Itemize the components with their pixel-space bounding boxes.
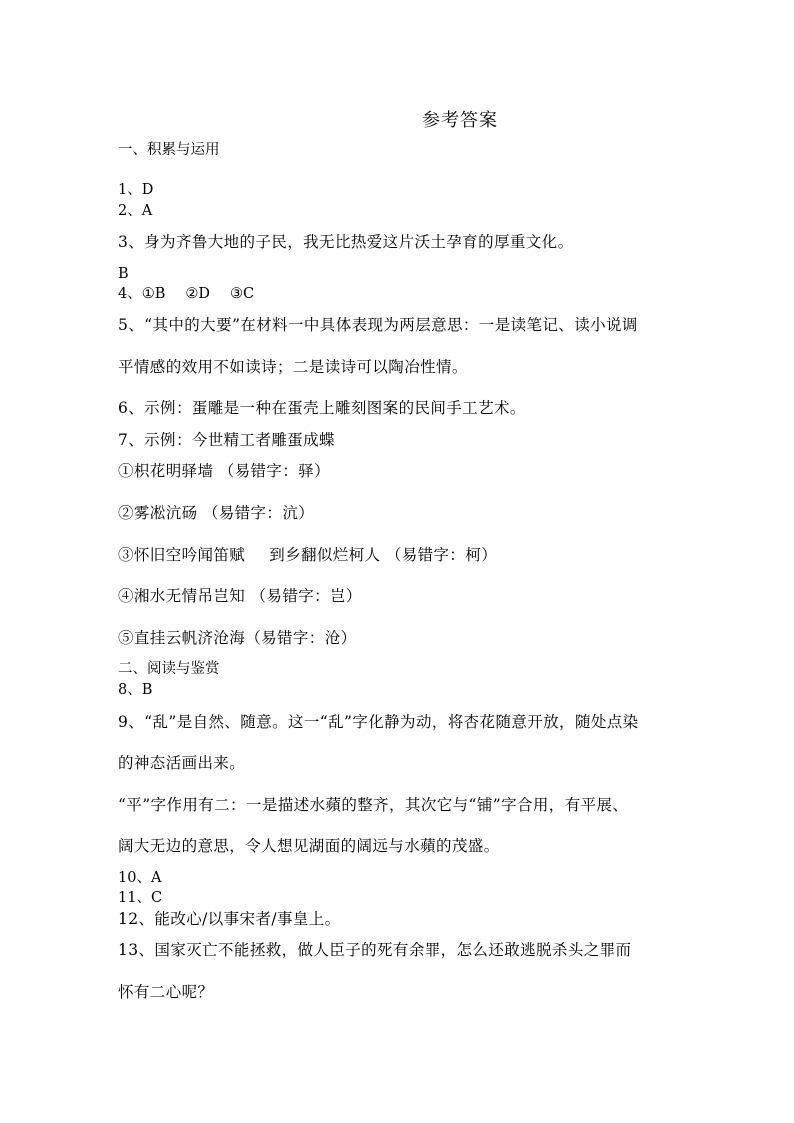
couplet-3 xyxy=(118,545,497,565)
answer-9-line-3: “平”字作用有二：一是描述水蘋的整齐，其次它与“铺”字合用，有平展、 xyxy=(118,796,629,814)
section-heading-1: 一、积累与运用 xyxy=(118,142,220,158)
couplet-1: ①枳花明驿墙 （易错字：驿） xyxy=(118,462,331,480)
answer-13-line-2: 怀有二心呢？ xyxy=(118,983,214,1001)
answer-1: 1、D xyxy=(118,182,154,198)
couplet-5: ⑤直挂云帆济沧海（易错字：沧） xyxy=(118,629,357,647)
answer-6: 6、示例：蛋雕是一种在蛋壳上雕刻图案的民间手工艺术。 xyxy=(118,399,526,417)
couplet-3-first: ③怀旧空吟闻笛赋 xyxy=(118,546,246,564)
answer-9-line-4: 阔大无边的意思，令人想见湖面的阔远与水蘋的茂盛。 xyxy=(118,837,500,855)
answer-4-choice-3: ③C xyxy=(230,286,255,302)
answer-2: 2、A xyxy=(118,203,153,219)
answer-3-option: B xyxy=(118,266,129,282)
answer-5-line-1: 5、“其中的大要”在材料一中具体表现为两层意思：一是读笔记、读小说调 xyxy=(118,316,638,334)
answer-4 xyxy=(118,284,274,304)
answer-12: 12、能改心/以事宋者/事皇上。 xyxy=(118,910,341,928)
section-heading-2: 二、阅读与鉴赏 xyxy=(118,661,220,677)
answer-11: 11、C xyxy=(118,890,163,906)
page-title: 参考答案 xyxy=(422,110,498,131)
answer-4-choice-1: ①B xyxy=(141,286,166,302)
answer-9-line-1: 9、“乱”是自然、随意。这一“乱”字化静为动，将杏花随意开放，随处点染 xyxy=(118,713,639,731)
answer-5-line-2: 平情感的效用不如读诗；二是读诗可以陶冶性情。 xyxy=(118,358,468,376)
answer-4-choice-2: ②D xyxy=(185,286,211,302)
answer-9-line-2: 的神态活画出来。 xyxy=(118,754,246,772)
answer-8: 8、B xyxy=(118,682,153,698)
couplet-4: ④湘水无情吊岂知 （易错字：岂） xyxy=(118,587,362,605)
couplet-2: ②雾凇沆砀 （易错字：沆） xyxy=(118,504,315,522)
answer-10: 10、A xyxy=(118,870,162,886)
answer-4-prefix: 4、 xyxy=(118,286,142,302)
answer-3: 3、身为齐鲁大地的子民，我无比热爱这片沃土孕育的厚重文化。 xyxy=(118,233,574,251)
answer-7: 7、示例：今世精工者雕蛋成蝶 xyxy=(118,431,335,449)
answer-13-line-1: 13、国家灭亡不能拯救，做人臣子的死有余罪，怎么还敢逃脱杀头之罪而 xyxy=(118,941,632,959)
couplet-3-second: 到乡翻似烂柯人 （易错字：柯） xyxy=(269,546,498,564)
